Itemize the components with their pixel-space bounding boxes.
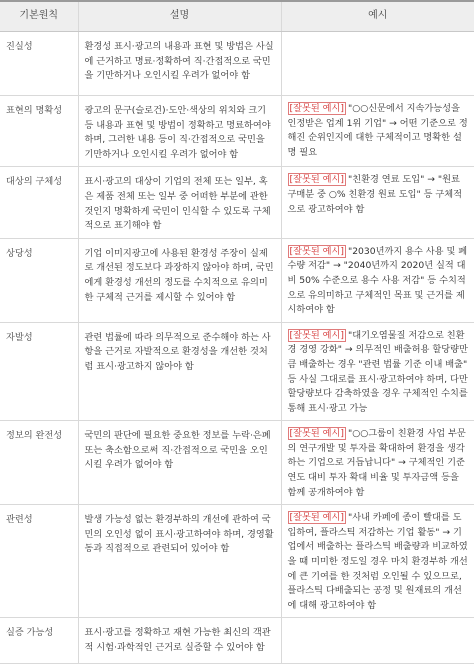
example-text: "사내 카페에 종이 빨대를 도입하여, 플라스틱 저감하는 기업 활동" → 기업에서 배출하는 플라스틱 배출량과 비교하였을 때 미미한 정도일 경우 마치 환경부하 개선에 큰 기여를 한 것처럼 오인될 수 있으므로, 플라스틱 다배출되는 공정 및 원재료의 개선에 대해 광고하여야 함	[287, 512, 468, 611]
description-cell: 국민의 판단에 필요한 중요한 정보를 누락·은폐 또는 축소함으로써 직·간접적으로 국민을 오인시킬 우려가 없어야 함	[78, 421, 281, 505]
description-cell: 표시·광고를 정확하고 재현 가능한 최신의 객관적 시험·과학적인 근거로 실증할 수 있어야 함	[78, 618, 281, 664]
principle-cell: 대상의 구체성	[0, 167, 78, 238]
principle-cell: 표현의 명확성	[0, 96, 78, 167]
table-row	[0, 32, 474, 96]
example-cell	[281, 322, 474, 421]
header-example: 예시	[281, 1, 474, 32]
example-cell	[281, 421, 474, 505]
example-text: "○○신문에서 지속가능성을 인정받은 업계 1위 기업" → 어떤 기준으로 정해진 순위인지에 대한 구체적이고 명확한 설명 필요	[287, 103, 468, 158]
wrong-example-tag: [잘못된 예시]	[289, 174, 344, 186]
example-cell	[281, 96, 474, 167]
example-cell	[281, 238, 474, 322]
header-description: 설명	[78, 1, 281, 32]
description-cell: 표시·광고의 대상이 기업의 전체 또는 일부, 혹은 제품 전체 또는 일부 중 어떠한 부분에 관한 것인지 명확하게 국민이 인식할 수 있도록 구체적으로 표기해야 함	[78, 167, 281, 238]
example-text: "○○그룹이 친환경 사업 부문의 연구개발 및 투자를 확대하여 환경을 생각하는 기업으로 거듭납니다" → 구체적인 기준연도 대비 투자 확대 비율 및 투자금액 등을 함께 공개하여야 함	[287, 428, 466, 498]
principle-cell: 정보의 완전성	[0, 421, 78, 505]
table-header-row	[0, 1, 474, 32]
table-row	[0, 322, 474, 421]
wrong-example-tag: [잘못된 예시]	[289, 428, 344, 440]
example-text: "친환경 연료 도입" → "원료 구매분 중 ○% 친환경 원료 도입" 등 구체적으로 광고하여야 함	[287, 174, 463, 215]
table-row	[0, 421, 474, 505]
table-row	[0, 238, 474, 322]
wrong-example-tag: [잘못된 예시]	[289, 245, 344, 257]
description-cell: 환경성 표시·광고의 내용과 표현 및 방법은 사실에 근거하고 명료·정확하여 직·간접적으로 국민을 기만하거나 오인시킬 우려가 없어야 함	[78, 32, 281, 96]
example-cell	[281, 32, 474, 96]
wrong-example-tag: [잘못된 예시]	[289, 329, 344, 341]
principle-cell: 관련성	[0, 505, 78, 618]
principle-cell: 진실성	[0, 32, 78, 96]
principle-cell: 상당성	[0, 238, 78, 322]
example-cell	[281, 618, 474, 664]
example-text: "2030년까지 용수 사용 및 폐수량 저감" → "2040년까지 2020년 실적 대비 50% 수준으로 용수 사용 저감" 등 수치적으로 유의미하고 구체적인 목표 및 근거를 제시하여야 함	[287, 245, 468, 316]
table-row	[0, 167, 474, 238]
description-cell: 발생 가능성 없는 환경부하의 개선에 관하여 국민의 오인성 없이 표시·광고하여야 하며, 경영활동과 직접적으로 관련되어 있어야 함	[78, 505, 281, 618]
description-cell: 관련 법률에 따라 의무적으로 준수해야 하는 사항을 근거로 자발적으로 환경성을 개선한 것처럼 표시·광고하지 않아야 함	[78, 322, 281, 421]
principle-cell: 자발성	[0, 322, 78, 421]
example-cell	[281, 167, 474, 238]
description-cell: 기업 이미지광고에 사용된 환경성 주장이 실제로 개선된 정도보다 과장하지 않아야 하며, 국민에게 환경성 개선의 정도를 수치적으로 유의미한 구체적 근거를 제시할 수 있어야 함	[78, 238, 281, 322]
wrong-example-tag: [잘못된 예시]	[289, 103, 344, 114]
principle-cell: 실증 가능성	[0, 618, 78, 664]
table-row	[0, 96, 474, 167]
wrong-example-tag: [잘못된 예시]	[289, 512, 344, 524]
header-principle: 기본원칙	[0, 1, 78, 32]
description-cell: 광고의 문구(슬로건)·도안·색상의 위치와 크기 등 내용과 표현 및 방법이 정확하고 명료하여야 하며, 그러한 내용 등이 직·간접적으로 국민을 기만하거나 오인시킬 우려가 없어야 함	[78, 96, 281, 167]
example-cell	[281, 505, 474, 618]
example-text: "대기오염물질 저감으로 친환경 경영 강화" → 의무적인 배출허용 할당량만큼 배출하는 경우 "관련 법률 기준 이내 배출" 등 사실 그대로를 표시·광고하여야 하며, 다만 할당량보다 감축하였을 경우 구체적인 수치를 통해 표시·광고 가능	[287, 329, 468, 414]
table-row	[0, 505, 474, 618]
table-row	[0, 618, 474, 664]
